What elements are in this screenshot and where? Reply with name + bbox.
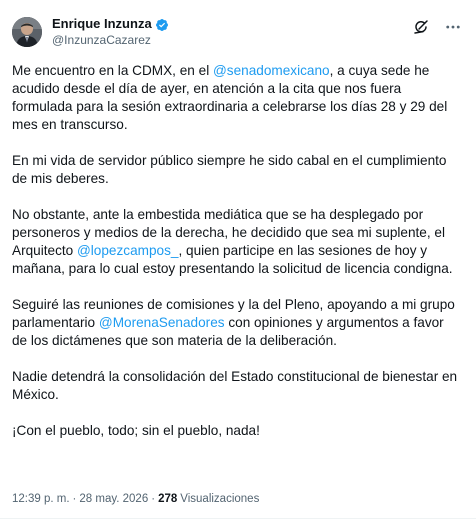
verified-badge-icon — [155, 18, 169, 32]
text-segment: Seguiré las reuniones de comisiones y la del Pleno, apoyando a mi grupo parlamentario — [12, 297, 455, 330]
tweet-header — [12, 12, 464, 52]
author-name-row[interactable] — [52, 16, 169, 32]
tweet-time[interactable]: 12:39 p. m. — [12, 493, 70, 505]
tweet-paragraph-1 — [12, 62, 458, 134]
separator-dot: · — [151, 493, 156, 505]
author-info — [52, 16, 169, 47]
mention-senadomexicano[interactable]: @senadomexicano — [213, 63, 330, 78]
text-segment: No obstante, ante la embestida mediática que se ha desplegado por personeros y medios de la derecha, he decidido que sea mi suplente, el Arquitecto — [12, 207, 446, 258]
grok-icon[interactable] — [412, 18, 430, 36]
text-segment: , quien participe en las sesiones de hoy y mañana, para lo cual estoy presentando la solicitud de licencia condigna. — [12, 243, 453, 276]
separator-dot: · — [72, 493, 77, 505]
tweet-paragraph-5: Nadie detendrá la consolidación del Estado constitucional de bienestar en México. — [12, 369, 458, 402]
text-segment: , a cuya sede he acudido desde el día de ayer, en atención a la cita que nos fuera formulada para la sesión extraordinaria a celebrarse los días 28 y 29 del mes en transcurso. — [12, 63, 448, 132]
mention-morenasenadores[interactable]: @MorenaSenadores — [98, 315, 225, 330]
text-segment: Me encuentro en la CDMX, en el — [12, 63, 213, 78]
author-name[interactable]: Enrique Inzunza — [52, 16, 152, 32]
header-actions — [412, 18, 462, 36]
tweet-paragraph-3 — [12, 206, 458, 278]
avatar[interactable] — [12, 17, 42, 47]
tweet-divider — [0, 518, 476, 519]
more-options-icon[interactable] — [444, 18, 462, 36]
tweet-metadata — [12, 493, 259, 505]
tweet-text — [12, 62, 464, 440]
tweet-paragraph-6: ¡Con el pueblo, todo; sin el pueblo, nada! — [12, 423, 260, 438]
mention-lopezcampos[interactable]: @lopezcampos_ — [76, 243, 179, 258]
author-handle[interactable]: @InzunzaCazarez — [52, 32, 151, 47]
text-segment: con opiniones y argumentos a favor de los dictámenes que son materia de la deliberación. — [12, 315, 444, 348]
tweet-paragraph-4 — [12, 296, 458, 350]
tweet-paragraph-2: En mi vida de servidor público siempre he sido cabal en el cumplimiento de mis deberes. — [12, 153, 447, 186]
tweet-date[interactable]: 28 may. 2026 — [79, 493, 149, 505]
views-label: Visualizaciones — [180, 493, 260, 505]
avatar-image — [12, 17, 42, 47]
views-count: 278 — [158, 493, 178, 505]
